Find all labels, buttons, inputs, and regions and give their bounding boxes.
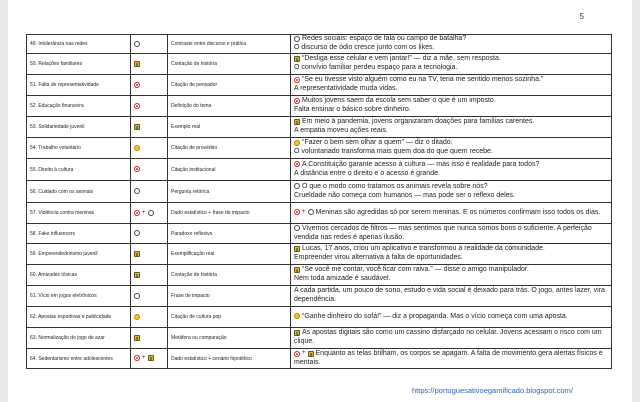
- target-icon: [294, 77, 300, 83]
- smiley-icon: [294, 313, 300, 319]
- smiley-icon: [294, 140, 300, 146]
- icon-cell: [131, 75, 168, 96]
- target-icon: [134, 166, 140, 172]
- technique-label: Contação de história: [171, 272, 217, 278]
- table-row: [27, 328, 612, 349]
- book-icon: [294, 119, 300, 125]
- speech-icon: [134, 293, 140, 299]
- technique-label: Pergunta retórica: [171, 188, 210, 195]
- speech-icon: [134, 41, 140, 47]
- example-line: Lucas, 17 anos, criou um aplicativo e transformou a realidade da comunidade.: [294, 245, 608, 254]
- technique-cell: [168, 286, 291, 307]
- table-row: [27, 96, 612, 117]
- example-cell: [291, 35, 612, 54]
- example-cell: [291, 244, 612, 265]
- technique-cell: [168, 54, 291, 75]
- example-line: “Ganhe dinheiro do sofá!” — diz a propaganda. Mas o vício começa com uma aposta.: [294, 313, 608, 322]
- target-icon: [294, 98, 300, 104]
- example-line: O que o modo como tratamos os animais revela sobre nós?: [294, 183, 608, 192]
- technique-label: Citação de pensador: [171, 82, 218, 88]
- plus-sign: +: [142, 209, 146, 216]
- theme-label: 58. Fake influencers: [30, 230, 76, 237]
- target-icon: [294, 161, 300, 167]
- example-cell: [291, 224, 612, 244]
- table-row: [27, 286, 612, 307]
- book-icon: [294, 267, 300, 273]
- technique-label: Exemplificação real: [171, 251, 215, 257]
- icon-cell: [131, 307, 168, 328]
- example-cell: [291, 54, 612, 75]
- example-line: Falta ensinar o básico sobre dinheiro.: [294, 106, 411, 113]
- theme-cell: [27, 328, 131, 349]
- technique-cell: [168, 244, 291, 265]
- technique-label: Metáfora ou comparação: [171, 335, 227, 341]
- book-icon: [294, 246, 300, 252]
- speech-icon: [294, 225, 300, 231]
- example-line: “Se você me contar, você ficar com raiva.” — disse o amigo manipulador.: [294, 266, 608, 275]
- icon-cell: [131, 181, 168, 203]
- speech-icon: [294, 36, 300, 42]
- table-row: [27, 307, 612, 328]
- technique-cell: [168, 265, 291, 286]
- example-line: “Fazer o bem sem olhar a quem” — diz o ditado.: [294, 139, 608, 148]
- technique-label: Definição do tema: [171, 103, 212, 109]
- table-row: [27, 54, 612, 75]
- technique-label: Dado estatístico + cenário hipotético: [171, 355, 252, 362]
- icon-cell: [131, 349, 168, 369]
- icon-cell: [131, 224, 168, 244]
- page-number: 5: [579, 12, 584, 21]
- book-icon: [134, 272, 140, 278]
- icon-cell: [131, 244, 168, 265]
- example-line: Crueldade não começa com humanos — mas pode ser o reflexo deles.: [294, 191, 516, 199]
- technique-label: Contraste entre discurso e prática: [171, 41, 247, 47]
- book-icon: [148, 355, 154, 361]
- example-line: Muitos jovens saem da escola sem saber o que é um imposto.: [294, 97, 608, 106]
- theme-cell: [27, 349, 131, 369]
- theme-label: 53. Solidariedade juvenil: [30, 124, 85, 130]
- theme-cell: [27, 265, 131, 286]
- theme-cell: [27, 286, 131, 307]
- theme-label: 63. Normalização do jogo de azar: [30, 335, 105, 341]
- icon-cell: [131, 203, 168, 224]
- icon-cell: [131, 117, 168, 138]
- theme-cell: [27, 244, 131, 265]
- example-cell: [291, 265, 612, 286]
- icon-cell: [131, 138, 168, 159]
- plus-sign: +: [302, 209, 306, 216]
- table-row: [27, 35, 612, 54]
- icon-cell: [131, 54, 168, 75]
- example-line: As apostas digitais são como um cassino disfarçado no celular. Jovens acessam o risco com um clique.: [294, 329, 602, 345]
- theme-label: 52. Educação financeira: [30, 103, 84, 109]
- example-line: A Constituição garante acesso à cultura — mas isso é realidade para todos?: [294, 161, 608, 170]
- target-icon: [134, 82, 140, 88]
- theme-label: 50. Relações familiares: [30, 61, 82, 67]
- example-line: A empatia moveu ações reais.: [294, 127, 388, 134]
- technique-label: Dado estatístico + frase de impacto: [171, 210, 250, 216]
- target-icon: [134, 355, 140, 361]
- theme-cell: [27, 117, 131, 138]
- speech-icon: [134, 230, 140, 236]
- book-icon: [294, 330, 300, 336]
- icon-cell: [131, 286, 168, 307]
- technique-label: Citação de cultura pop: [171, 314, 222, 320]
- technique-cell: [168, 117, 291, 138]
- theme-label: 57. Violência contra meninas: [30, 210, 95, 216]
- example-cell: [291, 286, 612, 307]
- theme-cell: [27, 138, 131, 159]
- table-row: [27, 75, 612, 96]
- book-icon: [134, 61, 140, 67]
- theme-cell: [27, 203, 131, 224]
- technique-cell: [168, 75, 291, 96]
- theme-cell: [27, 96, 131, 117]
- plus-sign: +: [302, 350, 306, 357]
- table-row: [27, 203, 612, 224]
- example-cell: [291, 117, 612, 138]
- technique-label: Frase de impacto: [171, 293, 210, 299]
- theme-label: 49. Intolerância nas redes: [30, 41, 88, 47]
- theme-cell: [27, 35, 131, 54]
- target-icon: [134, 103, 140, 109]
- technique-cell: [168, 35, 291, 54]
- theme-cell: [27, 159, 131, 181]
- icon-cell: [131, 159, 168, 181]
- target-icon: [134, 210, 140, 216]
- technique-label: Exemplo real: [171, 124, 201, 130]
- technique-cell: [168, 224, 291, 244]
- themes-table: [26, 34, 612, 369]
- speech-icon: [148, 210, 154, 216]
- technique-cell: [168, 138, 291, 159]
- example-line: Vivemos cercados de filtros — mas sentimos que nunca somos bons o suficiente. A perfeição vendida nas redes é apenas ilusão.: [294, 224, 592, 241]
- icon-cell: [131, 35, 168, 54]
- icon-cell: [131, 328, 168, 349]
- example-line: “Desliga esse celular e vem jantar!” — diz a mãe, sem resposta.: [294, 55, 608, 64]
- example-line: O discurso de ódio cresce junto com os likes.: [294, 44, 435, 51]
- technique-label: Paradoxo reflexivo: [171, 230, 213, 237]
- plus-sign: +: [142, 355, 146, 362]
- technique-cell: [168, 328, 291, 349]
- table-row: [27, 117, 612, 138]
- technique-cell: [168, 96, 291, 117]
- book-icon: [294, 56, 300, 62]
- target-icon: [294, 209, 300, 215]
- book-icon: [134, 124, 140, 130]
- theme-label: 60. Amizades tóxicas: [30, 272, 77, 278]
- speech-icon: [134, 188, 140, 194]
- smiley-icon: [134, 314, 140, 320]
- example-cell: [291, 138, 612, 159]
- speech-icon: [294, 183, 300, 189]
- example-cell: [291, 328, 612, 349]
- theme-label: 61. Vício em jogos eletrônicos: [30, 293, 97, 299]
- book-icon: [308, 351, 314, 357]
- theme-label: 51. Falta de representatividade: [30, 82, 99, 88]
- example-cell: [291, 203, 612, 224]
- example-cell: [291, 75, 612, 96]
- example-line: A distância entre o direito e o acesso é grande.: [294, 169, 440, 177]
- example-line: A cada partida, um pouco de sono, estudo e vida social é deixado para trás. O jogo, antes lazer, vira dependência.: [294, 287, 605, 303]
- technique-cell: [168, 181, 291, 203]
- technique-cell: [168, 203, 291, 224]
- theme-label: 56. Cuidado com os animais: [30, 188, 94, 195]
- technique-cell: [168, 349, 291, 369]
- theme-label: 54. Trabalho voluntário: [30, 145, 81, 151]
- example-line: + Enquanto as telas brilham, os corpos se apagam. A falta de movimento gera alertas físicos e mentais.: [294, 350, 603, 367]
- theme-label: 62. Apostas esportivas e publicidade: [30, 314, 112, 320]
- theme-cell: [27, 75, 131, 96]
- table-row: [27, 224, 612, 244]
- example-cell: [291, 159, 612, 181]
- table-row: [27, 349, 612, 369]
- theme-cell: [27, 307, 131, 328]
- theme-label: 64. Sedentarismo entre adolescentes: [30, 355, 113, 362]
- table-row: [27, 159, 612, 181]
- book-icon: [134, 251, 140, 257]
- technique-label: Contação de história: [171, 61, 217, 67]
- theme-label: 59. Empreendedorismo juvenil: [30, 251, 98, 257]
- example-line: Empreender virou alternativa à falta de oportunidades.: [294, 254, 463, 261]
- example-cell: [291, 349, 612, 369]
- speech-icon: [308, 209, 314, 215]
- example-line: A representatividade muda vidas.: [294, 85, 398, 92]
- icon-cell: [131, 96, 168, 117]
- example-line: O convívio familiar perdeu espaço para a tecnologia.: [294, 64, 458, 71]
- example-cell: [291, 307, 612, 328]
- example-line: Em meio à pandemia, jovens organizaram doações para famílias carentes.: [294, 118, 608, 127]
- example-cell: [291, 96, 612, 117]
- example-line: “Se eu tivesse visto alguém como eu na TV, teria me sentido menos sozinha.”: [294, 76, 608, 85]
- example-line: + Meninas são agredidas só por serem meninas. E os números confirmam isso todos os dias.: [294, 208, 608, 218]
- example-line: Nem toda amizade é saudável.: [294, 275, 391, 282]
- target-icon: [294, 351, 300, 357]
- example-line: O voluntariado transforma mais quem doa do que quem recebe.: [294, 148, 493, 155]
- technique-cell: [168, 159, 291, 181]
- smiley-icon: [134, 145, 140, 151]
- technique-label: Citação de provérbio: [171, 145, 218, 151]
- table-row: [27, 244, 612, 265]
- table-row: [27, 138, 612, 159]
- table-body: [27, 35, 612, 369]
- theme-cell: [27, 181, 131, 203]
- example-line: Redes sociais: espaço de fala ou campo de batalha?: [294, 35, 608, 44]
- theme-cell: [27, 224, 131, 244]
- book-icon: [134, 335, 140, 341]
- example-cell: [291, 181, 612, 203]
- theme-cell: [27, 54, 131, 75]
- technique-label: Citação institucional: [171, 166, 216, 173]
- icon-cell: [131, 265, 168, 286]
- table-row: [27, 181, 612, 203]
- technique-cell: [168, 307, 291, 328]
- theme-label: 55. Direito à cultura: [30, 166, 74, 173]
- blog-link[interactable]: https://portuguesativoegamificado.blogspot.com/: [412, 386, 573, 395]
- table-row: [27, 265, 612, 286]
